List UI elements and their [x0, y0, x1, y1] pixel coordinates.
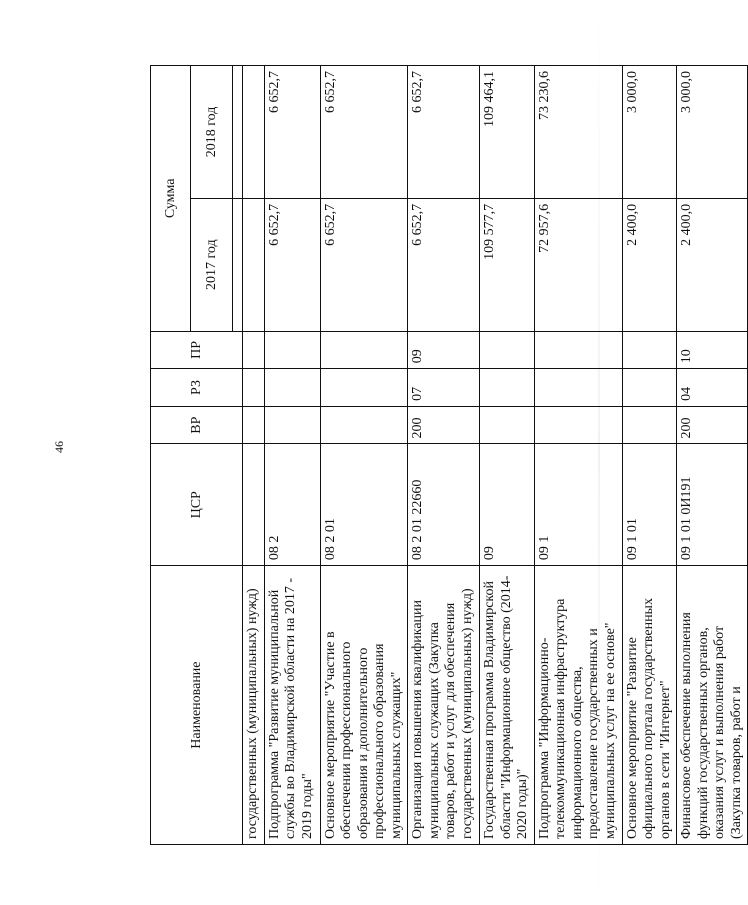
row-csr: 09 — [480, 444, 535, 566]
table-row — [408, 66, 480, 845]
row-pr — [243, 331, 265, 369]
table-row — [480, 66, 535, 845]
row-2018: 6 652,7 — [320, 66, 408, 199]
row-pr: 10 — [677, 331, 748, 369]
table-row — [534, 66, 622, 845]
row-vr — [622, 406, 677, 444]
row-vr — [534, 406, 622, 444]
row-2018: 3 000,0 — [622, 66, 677, 199]
row-2018: 3 000,0 — [677, 66, 748, 199]
row-vr — [264, 406, 320, 444]
row-2017: 2 400,0 — [677, 198, 748, 331]
row-rz — [534, 369, 622, 407]
header-vr: ВР — [151, 406, 243, 444]
header-spacer-1 — [233, 198, 243, 331]
row-csr — [243, 444, 265, 566]
row-rz — [622, 369, 677, 407]
row-rz — [243, 369, 265, 407]
row-csr: 09 1 — [534, 444, 622, 566]
row-pr — [534, 331, 622, 369]
header-csr: ЦСР — [151, 444, 243, 566]
row-2017: 6 652,7 — [408, 198, 480, 331]
row-name: Финансовое обеспечение выполнения функций государственных органов, оказания услуг и выполнения работ (Закупка товаров, работ и — [677, 566, 748, 845]
header-spacer-2 — [233, 66, 243, 199]
row-name: Основное мероприятие "Развитие официального портала государственных органов в сети "Интернет" — [622, 566, 677, 845]
row-vr — [320, 406, 408, 444]
row-2018: 73 230,6 — [534, 66, 622, 199]
table-row — [677, 66, 748, 845]
row-2017: 6 652,7 — [320, 198, 408, 331]
row-name: Подпрограмма "Развитие муниципальной службы во Владимирской области на 2017 - 2019 годы" — [264, 566, 320, 845]
row-rz — [264, 369, 320, 407]
row-name: Основное мероприятие "Участие в обеспечении профессионального образования и дополнительного профессионального образования муниципальных служащих" — [320, 566, 408, 845]
row-pr — [264, 331, 320, 369]
row-vr — [243, 406, 265, 444]
row-2018: 6 652,7 — [264, 66, 320, 199]
header-2018: 2018 год — [191, 66, 233, 199]
row-name: государственных (муниципальных) нужд) — [243, 566, 265, 845]
row-2017 — [243, 198, 265, 331]
row-pr — [320, 331, 408, 369]
row-pr — [622, 331, 677, 369]
row-name: Подпрограмма "Информационно-телекоммуникационная инфраструктура информационного общества, предоставление государственных и муниципальных услуг на ее основе" — [534, 566, 622, 845]
row-rz — [480, 369, 535, 407]
row-2017: 72 957,6 — [534, 198, 622, 331]
row-2018 — [243, 66, 265, 199]
table-row — [320, 66, 408, 845]
header-pr: ПР — [151, 331, 243, 369]
table-row — [264, 66, 320, 845]
header-sum: Сумма — [151, 66, 191, 332]
row-csr: 09 1 01 0И191 — [677, 444, 748, 566]
row-2017: 2 400,0 — [622, 198, 677, 331]
row-name: Организация повышения квалификации муниципальных служащих (Закупка товаров, работ и услуг для обеспечения государственных (муниципальных) нужд) — [408, 566, 480, 845]
header-row-1 — [151, 66, 191, 845]
budget-table — [150, 65, 748, 845]
row-name: Государственная программа Владимирской области "Информационное общество (2014-2020 годы)" — [480, 566, 535, 845]
row-csr: 09 1 01 — [622, 444, 677, 566]
row-2018: 109 464,1 — [480, 66, 535, 199]
header-2017: 2017 год — [191, 198, 233, 331]
row-pr — [480, 331, 535, 369]
table-row — [243, 66, 265, 845]
row-csr: 08 2 01 — [320, 444, 408, 566]
row-csr: 08 2 — [264, 444, 320, 566]
page-number: 46 — [52, 441, 66, 453]
budget-table-rotated — [150, 65, 744, 845]
row-2017: 109 577,7 — [480, 198, 535, 331]
row-vr: 200 — [408, 406, 480, 444]
row-vr — [480, 406, 535, 444]
row-csr: 08 2 01 22660 — [408, 444, 480, 566]
row-pr: 09 — [408, 331, 480, 369]
header-name: Наименование — [151, 566, 243, 845]
row-2017: 6 652,7 — [264, 198, 320, 331]
row-rz — [320, 369, 408, 407]
row-2018: 6 652,7 — [408, 66, 480, 199]
header-rz: РЗ — [151, 369, 243, 407]
row-vr: 200 — [677, 406, 748, 444]
row-rz: 07 — [408, 369, 480, 407]
table-row — [622, 66, 677, 845]
row-rz: 04 — [677, 369, 748, 407]
